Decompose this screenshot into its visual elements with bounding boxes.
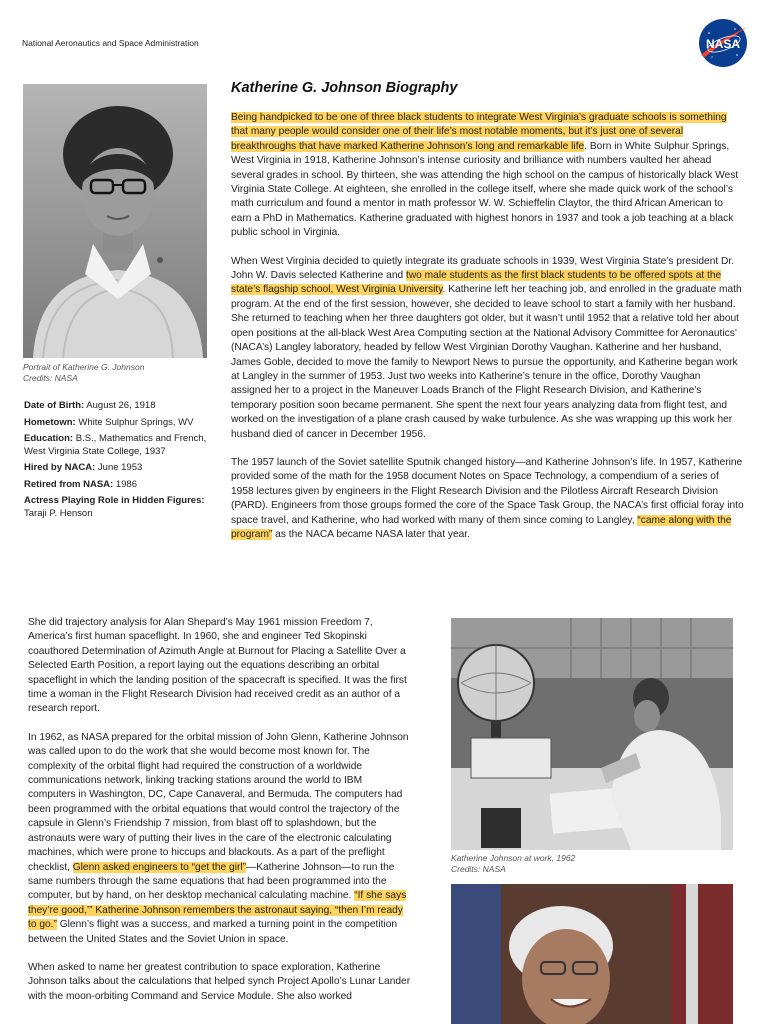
highlight: “came along with the program” — [231, 514, 732, 540]
bio-column-top — [231, 111, 744, 556]
highlight: two male students as the first black students to be offered spots at the state’s flagship school, West Virginia University — [231, 270, 722, 296]
work-caption-title: Katherine Johnson at work, 1962 — [451, 853, 576, 863]
portrait-caption-credit: Credits: NASA — [23, 373, 78, 383]
fact-label: Actress Playing Role in Hidden Figures: — [24, 495, 205, 506]
bio-paragraph-2 — [231, 255, 744, 442]
facts-list — [24, 400, 214, 524]
portrait-caption — [23, 362, 144, 384]
work-caption-credit: Credits: NASA — [451, 864, 506, 874]
fact-value: B.S., Mathematics and French, West Virginia State College, 1937 — [24, 433, 207, 457]
nasa-logo — [697, 17, 749, 69]
later-portrait-photo — [451, 884, 733, 1024]
fact-actress — [24, 495, 214, 520]
page-title: Katherine G. Johnson Biography — [231, 80, 458, 96]
fact-value: White Sulphur Springs, WV — [78, 416, 194, 428]
bio-paragraph-6: When asked to name her greatest contribution to space exploration, Katherine Johnson talks about the calculations that helped synch Project Apollo’s Lunar Lander with the moon-orbiting Command and Service Module. She also worked — [28, 961, 411, 1002]
fact-label: Education: — [24, 433, 74, 444]
paragraph-text: When West Virginia decided to quietly integrate its graduate schools in 1939, West Virginia State’s president Dr. John W. Davis selected Katherine and — [231, 255, 735, 282]
paragraph-text: In 1962, as NASA prepared for the orbital mission of John Glenn, Katherine Johnson was called upon to do the work that she would become most known for. The complexity of the orbital flight had required the construction of a worldwide communications network, linking tracking stations around the world to IBM computers in Washington, DC, Cape Canaveral, and Bermuda. The computers had been programmed with the orbital equations that would control the trajectory of the capsule in Glenn’s Friendship 7 mission, from blast off to splashdown, but the astronauts were wary of putting their lives in the care of the electronic calculating machines, which were prone to hiccups and blackouts. As a part of the preflight checklist, — [28, 731, 409, 873]
highlight: “If she says they’re good,’” Katherine Johnson remembers the astronaut saying, “then I’m ready to go.” — [28, 890, 407, 931]
fact-birth — [24, 400, 214, 413]
highlight: Being handpicked to be one of three black students to integrate West Virginia’s graduate schools is something that many people would consider one of their life’s most notable moments, but it’s just one of several breakthroughs that have marked Katherine Johnson’s long and remarkable life — [231, 112, 727, 152]
work-photo-caption — [451, 853, 575, 875]
paragraph-text: as the NACA became NASA later that year. — [272, 528, 470, 540]
fact-hometown — [24, 417, 214, 430]
portrait-photo — [23, 84, 207, 358]
fact-hired — [24, 462, 214, 475]
fact-label: Retired from NASA: — [24, 478, 114, 490]
portrait-caption-title: Portrait of Katherine G. Johnson — [23, 362, 145, 372]
fact-education — [24, 433, 214, 458]
logo-text: NASA — [705, 37, 741, 51]
highlight: Glenn asked engineers to “get the girl” — [72, 861, 247, 873]
fact-value: August 26, 1918 — [86, 400, 156, 411]
paragraph-text: . Born in White Sulphur Springs, West Virginia in 1918, Katherine Johnson’s intense curiosity and brilliance with numbers vaulted her ahead several grades in school. By thirteen, she was attending the high school on the campus of historically black West Virginia State College. At eighteen, she enrolled in the college itself, where she made quick work of the school’s math curriculum and found a mentor in math professor W. W. Schieffelin Claytor, the third African American to earn a PhD in Mathematics. Katherine graduated with highest honors in 1937 and took a job teaching at a black public school in Virginia. — [231, 140, 739, 239]
agency-name: National Aeronautics and Space Administration — [22, 38, 199, 48]
fact-value: 1986 — [115, 478, 137, 490]
fact-value: June 1953 — [97, 462, 143, 473]
bio-paragraph-5 — [28, 731, 411, 947]
paragraph-text: The 1957 launch of the Soviet satellite Sputnik changed history—and Katherine Johnson’s life. In 1957, Katherine provided some of the math for the 1958 document Notes on Space Technology, a compendium of a series of 1958 lectures given by engineers in the Flight Research Division and the Pilotless Aircraft Research Division (PARD). Engineers from those groups formed the core of the Space Task Group, the NACA’s first official foray into space travel, and Katherine, who had worked with many of them since coming to Langley, — [231, 456, 744, 526]
fact-label: Date of Birth: — [24, 400, 85, 411]
bio-column-bottom — [28, 616, 411, 1018]
fact-value: Taraji P. Henson — [24, 507, 93, 519]
bio-paragraph-3 — [231, 456, 744, 542]
work-photo — [451, 618, 733, 850]
bio-paragraph-4: She did trajectory analysis for Alan Shepard’s May 1961 mission Freedom 7, America’s first human spaceflight. In 1960, she and engineer Ted Skopinski coauthored Determination of Azimuth Angle at Burnout for Placing a Satellite Over a Selected Earth Position, a report laying out the equations describing an orbital spaceflight in which the landing position of the spacecraft is specified. It was the first time a woman in the Flight Research Division had received credit as an author of a research report. — [28, 617, 407, 715]
bio-paragraph-1 — [231, 111, 744, 241]
fact-label: Hired by NACA: — [24, 462, 96, 473]
fact-retired — [24, 479, 214, 492]
paragraph-text: Glenn’s flight was a success, and marked a turning point in the competition between the United States and the Soviet Union in space. — [28, 919, 398, 945]
paragraph-text: —Katherine Johnson—to run the same numbers through the same equations that had been programmed into the computer, but by hand, on her desktop mechanical calculating machine. — [28, 861, 395, 902]
paragraph-text: . Katherine left her teaching job, and enrolled in the graduate math program. At the end of the first session, however, she decided to leave school to start a family with her husband. She returned to teaching when her three daughters got older, but it wasn’t until 1952 that a relative told her about open positions at the all-black West Area Computing section at the National Advisory Committee for Aeronautics’ (NACA’s) Langley laboratory, headed by fellow West Virginian Dorothy Vaughan. Katherine and her husband, James Goble, decided to move the family to Newport News to pursue the opportunity, and Katherine began work at Langley in the summer of 1953. Just two weeks into Katherine’s tenure in the office, Dorothy Vaughan assigned her to a project in the Maneuver Loads Branch of the Flight Research Division, and Katherine’s temporary position soon became permanent. She spent the next four years analyzing data from flight test, and worked on the investigation of a plane crash caused by wake turbulence. As she was wrapping up this work her husband died of cancer in December 1956. — [231, 284, 742, 440]
fact-label: Hometown: — [24, 416, 76, 428]
